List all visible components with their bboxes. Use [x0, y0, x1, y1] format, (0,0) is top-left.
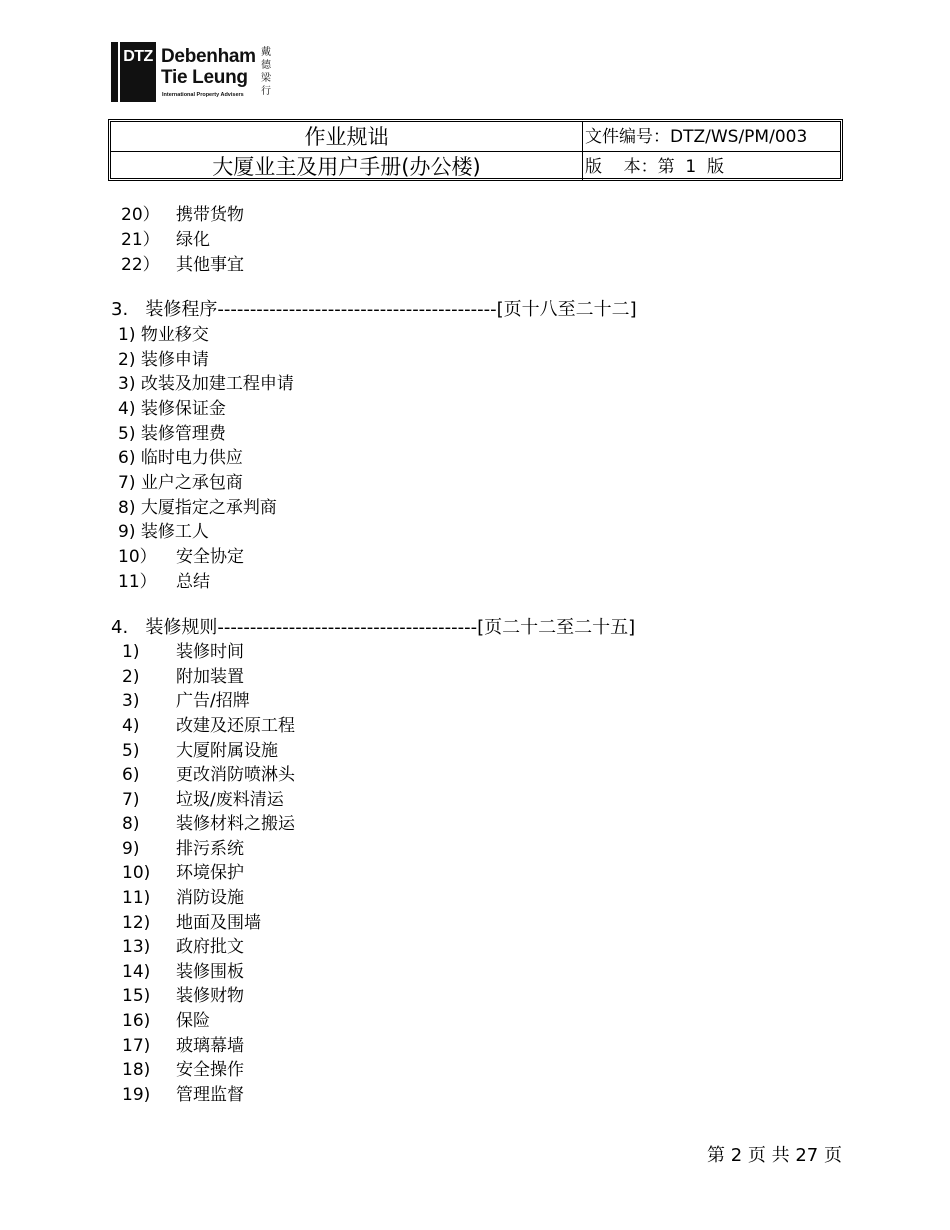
document-subtitle: 大厦业主及用户手册(办公楼) — [111, 152, 583, 181]
section-3-heading: 3. 装修程序-------------------------------------------[页十八至二十二] — [111, 299, 637, 320]
page-number: 第 2 页 共 27 页 — [707, 1145, 842, 1166]
list-item: 9) 装修工人 — [118, 522, 209, 542]
section-4-heading: 4. 装修规则----------------------------------------[页二十二至二十五] — [111, 617, 636, 638]
logo-bar — [111, 42, 118, 102]
logo-name — [161, 46, 256, 88]
document-number: 文件编号：DTZ/WS/PM/003 — [585, 127, 808, 147]
list-item: 7) 业户之承包商 — [118, 473, 243, 493]
logo-abbr: DTZ — [120, 42, 156, 102]
list-item: 4) 装修保证金 — [118, 399, 226, 419]
list-item: 2) 装修申请 — [118, 350, 209, 370]
list-item: 6) 临时电力供应 — [118, 448, 243, 468]
document-header-table — [108, 119, 843, 181]
logo-chinese: 戴德梁行 — [261, 47, 271, 97]
list-item: 8) 大厦指定之承判商 — [118, 498, 277, 518]
list-item: 5) 装修管理费 — [118, 424, 226, 444]
header-row-1 — [111, 122, 840, 152]
logo-name-line2: Tie Leung — [161, 67, 248, 88]
document-title: 作业规诎 — [111, 122, 583, 151]
document-version: 版 本：第 1 版 — [585, 157, 725, 177]
list-item: 3) 改装及加建工程申请 — [118, 374, 294, 394]
header-row-2 — [111, 152, 840, 181]
list-item: 1) 物业移交 — [118, 325, 209, 345]
logo-name-line1: Debenham — [161, 46, 256, 67]
logo-tagline: International Property Advisers — [162, 92, 244, 98]
company-logo — [111, 42, 281, 102]
